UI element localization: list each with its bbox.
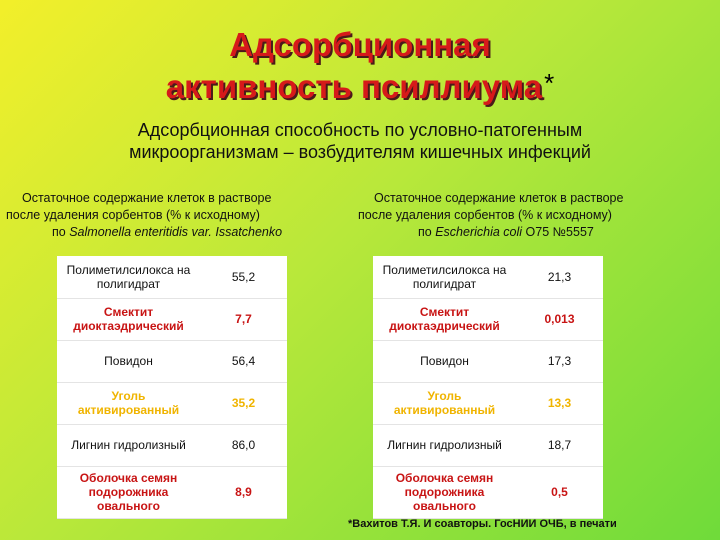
residual-value-cell: 86,0 <box>200 424 287 466</box>
table-row <box>57 340 287 382</box>
table-row <box>57 466 287 518</box>
residual-value-cell: 35,2 <box>200 382 287 424</box>
table-row <box>373 424 603 466</box>
table-row <box>373 256 603 298</box>
left-caption-line-2: после удаления сорбентов (% к исходному) <box>6 208 260 222</box>
sorbent-name-cell: Уголь активированный <box>373 382 516 424</box>
right-caption-line-1: Остаточное содержание клеток в растворе <box>374 191 624 205</box>
sorbent-name-cell: Повидон <box>373 340 516 382</box>
subtitle <box>0 119 720 163</box>
right-table-caption <box>358 190 688 241</box>
left-caption-organism: Salmonella enteritidis var. Issatchenko <box>69 225 283 239</box>
sorbent-name-cell: Полиметилсилокса на полигидрат <box>57 256 200 298</box>
residual-value-cell: 13,3 <box>516 382 603 424</box>
table-row <box>57 298 287 340</box>
table-row <box>57 256 287 298</box>
sorbent-name-cell: Смектит диоктаэдрический <box>57 298 200 340</box>
residual-value-cell: 56,4 <box>200 340 287 382</box>
table-row <box>57 382 287 424</box>
residual-value-cell: 7,7 <box>200 298 287 340</box>
sorbent-name-cell: Оболочка семян подорожника овального <box>373 466 516 518</box>
sorbent-name-cell: Повидон <box>57 340 200 382</box>
title-asterisk: * <box>544 68 555 98</box>
table-row <box>373 298 603 340</box>
subtitle-line-1: Адсорбционная способность по условно-патогенным <box>137 120 583 140</box>
table-row <box>373 382 603 424</box>
title-line-2-wrap <box>166 66 554 108</box>
right-caption-prefix: по <box>418 225 432 239</box>
table-row <box>57 424 287 466</box>
footnote: *Вахитов Т.Я. И соавторы. ГосНИИ ОЧБ, в печати <box>348 518 617 530</box>
sorbent-name-cell: Лигнин гидролизный <box>373 424 516 466</box>
left-table-caption <box>6 190 336 241</box>
residual-value-cell: 21,3 <box>516 256 603 298</box>
residual-value-cell: 0,5 <box>516 466 603 518</box>
title-line-1: Адсорбционная <box>229 26 491 63</box>
residual-value-cell: 18,7 <box>516 424 603 466</box>
table-row <box>373 466 603 518</box>
sorbent-name-cell: Смектит диоктаэдрический <box>373 298 516 340</box>
right-caption-line-2: после удаления сорбентов (% к исходному) <box>358 208 612 222</box>
residual-value-cell: 0,013 <box>516 298 603 340</box>
sorbent-name-cell: Лигнин гидролизный <box>57 424 200 466</box>
right-caption-line-3 <box>358 224 688 241</box>
sorbent-name-cell: Полиметилсилокса на полигидрат <box>373 256 516 298</box>
residual-value-cell: 55,2 <box>200 256 287 298</box>
left-caption-line-3 <box>6 224 336 241</box>
residual-value-cell: 8,9 <box>200 466 287 518</box>
subtitle-line-2: микроорганизмам – возбудителям кишечных инфекций <box>129 142 591 162</box>
ecoli-table <box>373 256 603 519</box>
left-caption-prefix: по <box>52 225 66 239</box>
title-line-2: активность псиллиума <box>165 68 543 105</box>
residual-value-cell: 17,3 <box>516 340 603 382</box>
salmonella-table <box>57 256 287 519</box>
sorbent-name-cell: Уголь активированный <box>57 382 200 424</box>
slide-title <box>0 24 720 108</box>
sorbent-name-cell: Оболочка семян подорожника овального <box>57 466 200 518</box>
right-caption-strain: О75 №5557 <box>525 225 594 239</box>
right-caption-organism: Escherichia coli <box>435 225 523 239</box>
table-row <box>373 340 603 382</box>
left-caption-line-1: Остаточное содержание клеток в растворе <box>22 191 272 205</box>
